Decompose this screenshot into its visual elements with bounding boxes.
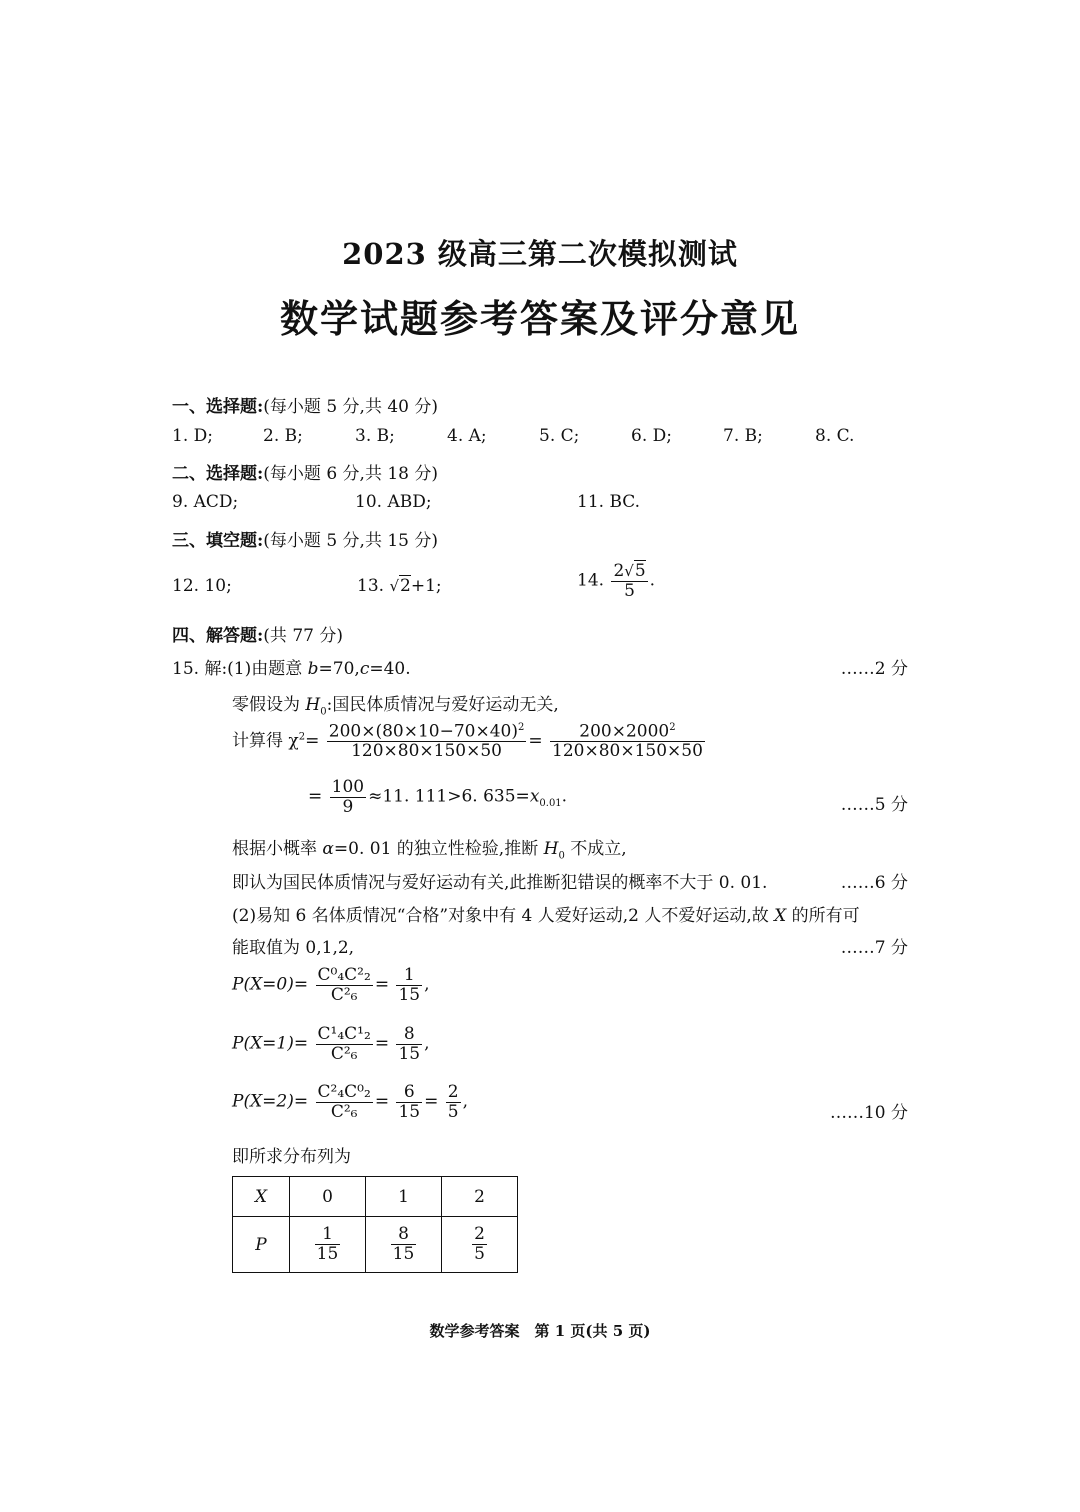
q15-line-4 — [308, 778, 567, 816]
q15-l5-end: 不成立, — [564, 839, 627, 859]
table-cell — [366, 1217, 442, 1273]
cell-fraction — [315, 1225, 341, 1263]
answer-13 — [357, 576, 442, 596]
table-cell — [290, 1217, 366, 1273]
answer-9: 9. ACD; — [172, 492, 239, 512]
chi-fraction-1-num — [327, 722, 527, 742]
comb-den: C²₆ — [330, 1043, 358, 1064]
cell-text: P — [255, 1234, 267, 1255]
answer-1: 1. D; — [172, 426, 213, 446]
exam-subtitle: 2023 级高三第二次模拟测试 — [342, 237, 738, 271]
answer-13-rest: +1; — [410, 576, 442, 596]
section-1-title: 一、选择题: — [172, 397, 264, 417]
answer-14-numerator — [611, 562, 647, 582]
answer-10: 10. ABD; — [355, 492, 432, 512]
chi-fraction-1-den: 120×80×150×50 — [351, 741, 502, 762]
cell-num: 2 — [474, 1224, 485, 1245]
var-c: c — [359, 659, 370, 679]
cell-fraction — [391, 1225, 417, 1263]
cell-den: 5 — [474, 1244, 485, 1264]
q15-l2-rest: :国民体质情况与爱好运动无关, — [326, 695, 559, 715]
q15-line-3 — [232, 722, 707, 761]
distribution-table — [232, 1176, 518, 1273]
comb-fraction — [316, 1083, 373, 1121]
comb-num: C⁰₄C²₂ — [317, 965, 371, 985]
table-cell: 1 — [366, 1177, 442, 1217]
score-mark: ……7 分 — [840, 938, 908, 958]
answer-5: 5. C; — [539, 426, 580, 446]
answer-7: 7. B; — [723, 426, 763, 446]
q15-l3-text: 计算得 χ — [232, 731, 299, 752]
prob-num: 2 — [447, 1082, 459, 1102]
section-2-note: (每小题 6 分,共 18 分) — [263, 464, 439, 484]
q15-l1-text: 15. 解:(1)由题意 — [172, 659, 308, 679]
chi-fraction-2-num — [550, 722, 705, 742]
var-b: b — [307, 659, 319, 679]
table-cell: 2 — [442, 1177, 518, 1217]
equals-sign: = — [374, 1091, 390, 1112]
prob-num: 8 — [396, 1025, 422, 1045]
answer-13-prefix: 13. — [357, 576, 385, 596]
superscript: 2 — [669, 722, 676, 733]
comb-fraction — [316, 1025, 373, 1063]
section-2-title: 二、选择题: — [172, 464, 264, 484]
q15-line-6: 即认为国民体质情况与爱好运动有关,此推断犯错误的概率不大于 0. 01. — [232, 873, 768, 893]
answer-14-prefix: 14. — [577, 570, 605, 591]
var-x: X — [774, 906, 787, 926]
section-4-note: (共 77 分) — [263, 626, 343, 646]
q15-line-5 — [232, 834, 627, 861]
answer-4: 4. A; — [447, 426, 487, 446]
cell-fraction — [472, 1225, 487, 1263]
equals-sign: = — [528, 731, 543, 752]
section-3-title: 三、填空题: — [172, 531, 264, 551]
sqrt-symbol: √ — [389, 577, 400, 595]
var-h: H — [543, 839, 559, 859]
comb-num: C²₄C⁰₂ — [317, 1082, 371, 1102]
prob-x-1-lhs: P(X=1)= — [232, 1033, 309, 1054]
answer-8: 8. C. — [815, 426, 855, 446]
table-row — [233, 1177, 518, 1217]
equals-sign: = — [374, 974, 390, 995]
chi-fraction-1-num-text: 200×(80×10−70×40) — [328, 721, 518, 742]
subscript: 0 — [558, 850, 565, 862]
q15-l5-text: 根据小概率 — [232, 839, 323, 859]
prob-fraction — [396, 1083, 422, 1121]
equals-sign: = — [308, 786, 323, 807]
answer-3: 3. B; — [355, 426, 395, 446]
q15-l7-text: (2)易知 6 名体质情况“合格”对象中有 4 人爱好运动,2 人不爱好运动,故 — [232, 906, 775, 926]
prob-fraction — [396, 1025, 422, 1063]
prob-x-2-lhs: P(X=2)= — [232, 1091, 309, 1112]
answer-14-denominator: 5 — [624, 580, 635, 601]
prob-den: 15 — [398, 984, 421, 1005]
comma: , — [424, 974, 430, 995]
q15-l5-mid: =0. 01 的独立性检验,推断 — [333, 839, 544, 859]
chi-result-num: 100 — [331, 777, 365, 797]
prob-x-1 — [232, 1025, 430, 1063]
chi-fraction-2-den: 120×80×150×50 — [552, 741, 703, 762]
var-h: H — [305, 695, 321, 715]
answer-14 — [577, 562, 655, 600]
exam-title: 数学试题参考答案及评分意见 — [279, 296, 800, 341]
answer-13-radicand: 2 — [400, 576, 411, 596]
answer-11: 11. BC. — [577, 492, 641, 512]
var-alpha: α — [322, 839, 334, 859]
q15-line-2 — [232, 690, 559, 717]
superscript: 2 — [298, 731, 306, 743]
cell-den: 15 — [316, 1244, 339, 1264]
table-cell — [233, 1177, 290, 1217]
prob-x-2 — [232, 1083, 468, 1121]
comb-num: C¹₄C¹₂ — [317, 1024, 371, 1044]
var-x: x — [529, 786, 540, 807]
comb-den: C²₆ — [330, 1101, 358, 1122]
q15-line-9: 即所求分布列为 — [232, 1147, 351, 1167]
cell-num: 1 — [315, 1225, 341, 1245]
section-3-heading — [172, 526, 438, 551]
prob-den: 15 — [398, 1043, 421, 1064]
section-4-heading — [172, 621, 343, 646]
chi-result-fraction — [330, 778, 366, 816]
section-1-heading — [172, 392, 438, 417]
equals-sign: = — [374, 1033, 390, 1054]
q15-l7-end: 的所有可 — [786, 906, 860, 926]
section-4-title: 四、解答题: — [172, 626, 264, 646]
prob-num: 6 — [396, 1083, 422, 1103]
sqrt-symbol: √ — [624, 562, 634, 580]
q15-l1-b-value: =70, — [318, 659, 360, 679]
prob-x-0-lhs: P(X=0)= — [232, 974, 309, 995]
cell-den: 15 — [392, 1244, 415, 1264]
section-2-heading — [172, 459, 438, 484]
q15-l2-text: 零假设为 — [232, 695, 306, 715]
score-mark: ……6 分 — [840, 873, 908, 893]
q15-line-1 — [172, 654, 411, 679]
score-mark: ……10 分 — [829, 1103, 908, 1123]
chi-fraction-2 — [550, 722, 705, 761]
table-row — [233, 1217, 518, 1273]
q15-line-7 — [232, 901, 860, 926]
q15-l1-c-value: =40. — [369, 659, 411, 679]
answer-2: 2. B; — [263, 426, 303, 446]
prob-den: 15 — [398, 1101, 421, 1122]
cell-text: X — [254, 1186, 268, 1207]
answer-6: 6. D; — [631, 426, 672, 446]
answer-14-coef: 2 — [613, 561, 625, 581]
answer-14-fraction — [611, 562, 647, 600]
equals-sign: = — [305, 731, 320, 752]
subscript: 0 — [320, 706, 327, 718]
prob-den: 5 — [447, 1101, 459, 1122]
q15-line-8: 能取值为 0,1,2, — [232, 938, 355, 958]
answer-14-end: . — [649, 570, 656, 591]
period: . — [561, 786, 568, 807]
answer-12: 12. 10; — [172, 576, 232, 596]
table-cell — [233, 1217, 290, 1273]
comb-fraction — [316, 966, 373, 1004]
section-1-note: (每小题 5 分,共 40 分) — [263, 397, 439, 417]
chi-result-den: 9 — [342, 796, 354, 817]
superscript: 2 — [517, 722, 525, 733]
page-footer: 数学参考答案 第 1 页(共 5 页) — [429, 1322, 651, 1340]
section-3-note: (每小题 5 分,共 15 分) — [263, 531, 439, 551]
prob-x-0 — [232, 966, 430, 1004]
answer-14-radicand: 5 — [634, 561, 646, 581]
equals-sign: = — [424, 1091, 439, 1112]
q15-l4-text: ≈11. 111>6. 635= — [368, 786, 530, 807]
chi-fraction-2-num-text: 200×2000 — [579, 721, 670, 742]
table-cell: 0 — [290, 1177, 366, 1217]
chi-fraction-1 — [327, 722, 527, 761]
prob-num: 1 — [396, 966, 422, 986]
subscript: 0.01 — [539, 798, 562, 810]
prob-fraction-simplified — [446, 1083, 461, 1121]
comb-den: C²₆ — [330, 984, 358, 1005]
table-cell — [442, 1217, 518, 1273]
score-mark: ……2 分 — [840, 659, 908, 679]
cell-num: 8 — [391, 1225, 417, 1245]
comma: , — [424, 1033, 430, 1054]
prob-fraction — [396, 966, 422, 1004]
score-mark: ……5 分 — [840, 795, 908, 815]
comma: , — [462, 1091, 468, 1112]
